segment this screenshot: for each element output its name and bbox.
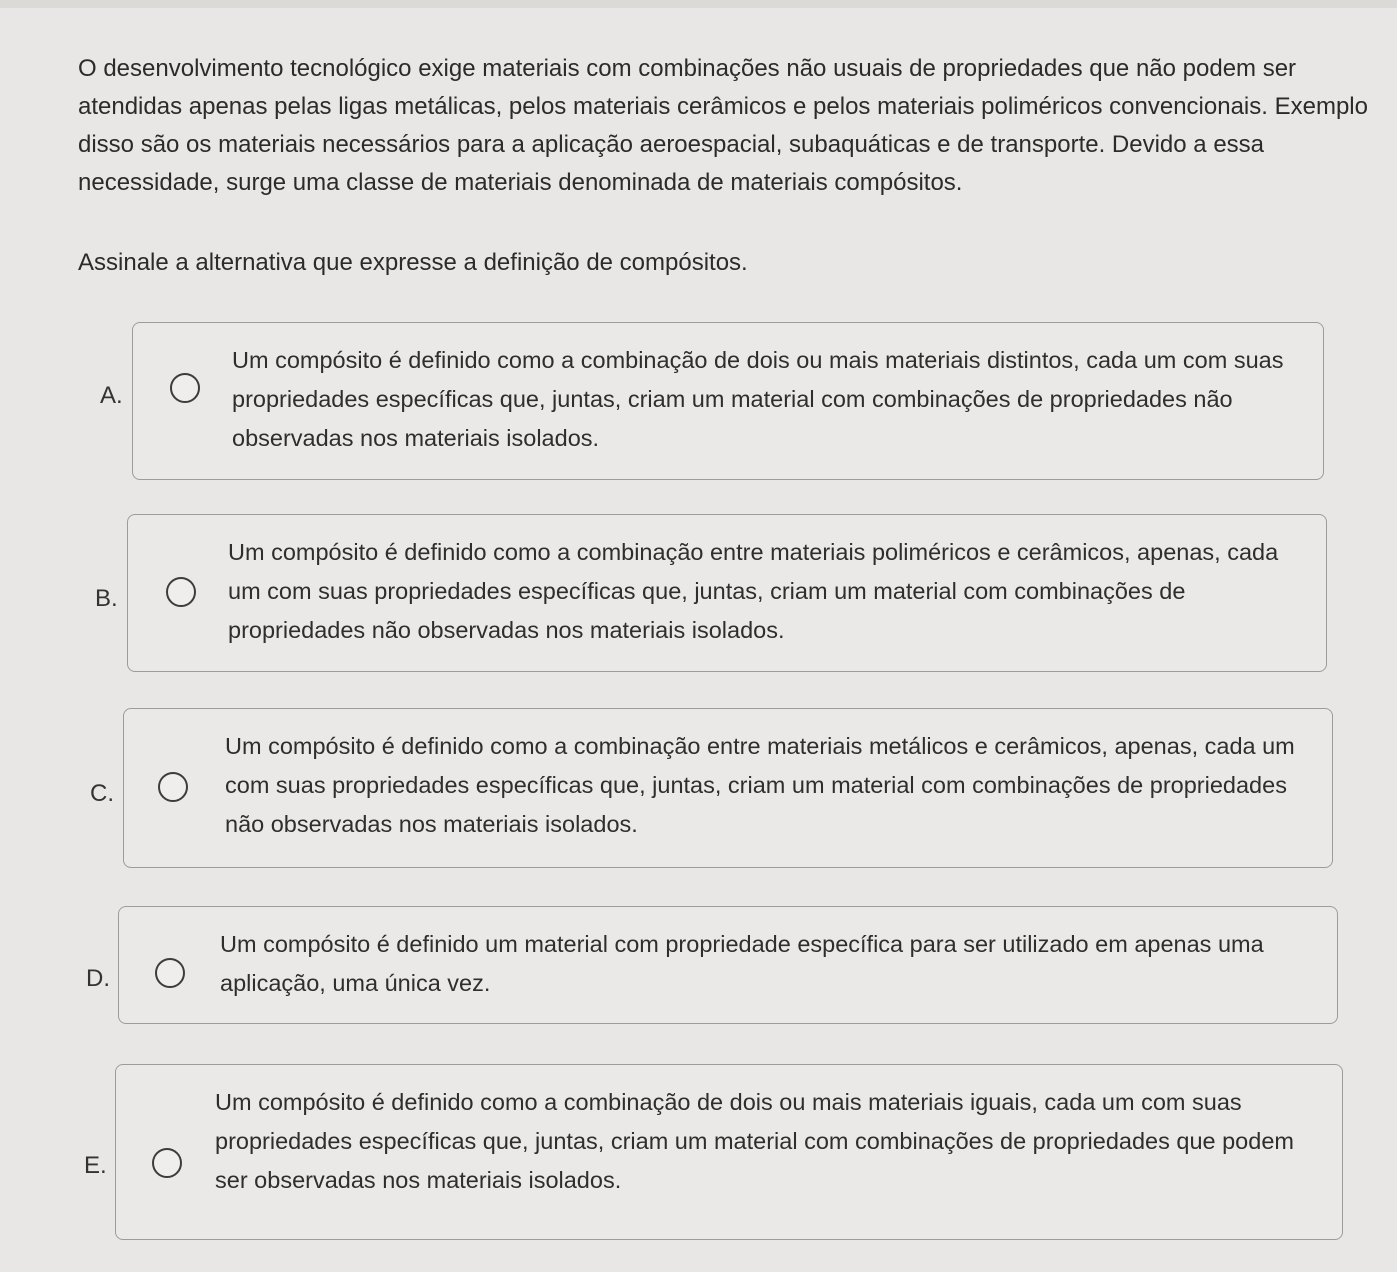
radio-option-e[interactable] bbox=[152, 1148, 182, 1178]
radio-option-b[interactable] bbox=[166, 577, 196, 607]
option-text: Um compósito é definido como a combinação de dois ou mais materiais distintos, cada um com suas propriedades específicas que, juntas, criam um material com combinações de propriedades não observadas nos materiais isolados. bbox=[232, 347, 1284, 451]
radio-option-c[interactable] bbox=[158, 772, 188, 802]
question-body: O desenvolvimento tecnológico exige materiais com combinações não usuais de propriedades que não podem ser atendidas apenas pelas ligas metálicas, pelos materiais cerâmicos e pelos materiais poliméricos convencionais. Exemplo disso são os materiais necessários para a aplicação aeroespacial, subaquáticas e de transporte. Devido a essa necessidade, surge uma classe de materiais denominada de materiais compósitos. bbox=[78, 55, 1368, 196]
option-letter: A. bbox=[100, 382, 123, 409]
option-letter: D. bbox=[86, 965, 110, 992]
top-strip bbox=[0, 0, 1397, 8]
option-letter: C. bbox=[90, 780, 114, 807]
question-text bbox=[78, 50, 1368, 202]
option-text: Um compósito é definido como a combinação entre materiais metálicos e cerâmicos, apenas, cada um com suas propriedades específicas que, juntas, criam um material com combinações de propriedades não observadas nos materiais isolados. bbox=[225, 733, 1295, 837]
option-text: Um compósito é definido um material com propriedade específica para ser utilizado em apenas uma aplicação, uma única vez. bbox=[220, 931, 1264, 996]
option-letter: E. bbox=[84, 1152, 107, 1179]
radio-option-a[interactable] bbox=[170, 373, 200, 403]
option-text: Um compósito é definido como a combinação entre materiais poliméricos e cerâmicos, apenas, cada um com suas propriedades específicas que, juntas, criam um material com combinações de propriedades não observadas nos materiais isolados. bbox=[228, 539, 1279, 643]
option-text: Um compósito é definido como a combinação de dois ou mais materiais iguais, cada um com suas propriedades específicas que, juntas, criam um material com combinações de propriedades que podem ser observadas nos materiais isolados. bbox=[215, 1089, 1294, 1193]
option-letter: B. bbox=[95, 585, 118, 612]
question-prompt: Assinale a alternativa que expresse a definição de compósitos. bbox=[78, 249, 748, 276]
radio-option-d[interactable] bbox=[155, 958, 185, 988]
